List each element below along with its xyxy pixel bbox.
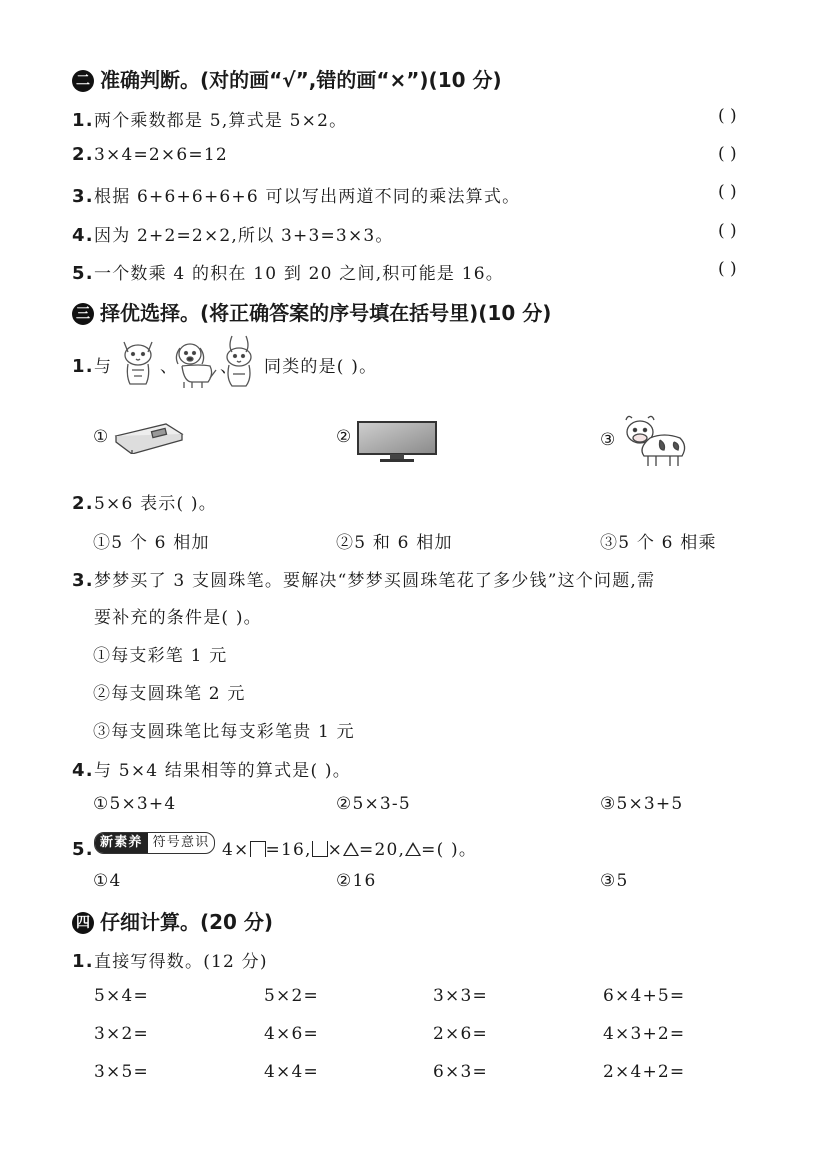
- literacy-tag: [94, 832, 215, 854]
- item-text: 两个乘数都是 5,算式是 5×2。: [94, 111, 348, 131]
- choice-q5: [72, 832, 477, 860]
- calc-cell[interactable]: 3×5=: [94, 1062, 149, 1082]
- option-q5-b[interactable]: ②16: [336, 871, 377, 891]
- section-4-header: [72, 906, 273, 935]
- section-3-title: 择优选择。(将正确答案的序号填在括号里)(10 分): [100, 301, 552, 325]
- answer-paren-5[interactable]: ( ): [718, 259, 737, 279]
- choice-q3-line1: [72, 566, 655, 591]
- option-q3-a[interactable]: ①每支彩笔 1 元: [93, 646, 228, 666]
- item-number: 1.: [72, 951, 94, 972]
- pencil-case-icon: [112, 420, 184, 454]
- calc-cell[interactable]: 2×4+2=: [603, 1062, 686, 1082]
- item-number: 1.: [72, 356, 94, 377]
- triangle-symbol: [405, 842, 421, 856]
- calc-cell[interactable]: 3×3=: [433, 986, 488, 1006]
- expr-part: =( )。: [421, 840, 478, 860]
- expr-part: =20,: [359, 840, 406, 860]
- option-q4-a[interactable]: ①5×3+4: [93, 794, 177, 814]
- open-square-symbol: [250, 841, 266, 857]
- section-2-title: 准确判断。(对的画“√”,错的画“×”)(10 分): [100, 68, 502, 92]
- item-text: 3×4=2×6=12: [94, 145, 228, 165]
- judge-item-1: [72, 106, 347, 131]
- tag-symbol-sense: 符号意识: [152, 835, 210, 850]
- square-symbol: [312, 841, 328, 857]
- calc-cell[interactable]: 6×3=: [433, 1062, 488, 1082]
- item-number: 2.: [72, 144, 94, 165]
- item-number: 2.: [72, 493, 94, 514]
- judge-item-2: [72, 144, 228, 165]
- answer-paren-3[interactable]: ( ): [718, 182, 737, 202]
- choice-q1-prefix: [72, 352, 112, 377]
- section-3-bullet: 三: [72, 303, 94, 325]
- item-text: 根据 6+6+6+6+6 可以写出两道不同的乘法算式。: [94, 187, 521, 207]
- option-q4-b[interactable]: ②5×3-5: [336, 794, 411, 814]
- section-3-header: [72, 297, 551, 326]
- choice-q2: [72, 489, 217, 514]
- calc-cell[interactable]: 3×2=: [94, 1024, 149, 1044]
- item-number: 4.: [72, 760, 94, 781]
- option-q2-c[interactable]: ③5 个 6 相乘: [600, 533, 717, 553]
- cow-icon: [620, 412, 690, 470]
- judge-item-3: [72, 182, 520, 207]
- item-number: 1.: [72, 110, 94, 131]
- item-number: 3.: [72, 186, 94, 207]
- calc-cell[interactable]: 5×2=: [264, 986, 319, 1006]
- answer-paren-2[interactable]: ( ): [718, 144, 737, 164]
- calc-cell[interactable]: 2×6=: [433, 1024, 488, 1044]
- section-2-header: [72, 64, 502, 93]
- calc-cell[interactable]: 5×4=: [94, 986, 149, 1006]
- calc-cell[interactable]: 4×3+2=: [603, 1024, 686, 1044]
- answer-paren-1[interactable]: ( ): [718, 106, 737, 126]
- rabbit-icon: [216, 332, 262, 390]
- dog-icon: [170, 338, 220, 390]
- option-q2-a[interactable]: ①5 个 6 相加: [93, 533, 210, 553]
- calc-cell[interactable]: 4×6=: [264, 1024, 319, 1044]
- section-4-bullet: 四: [72, 912, 94, 934]
- triangle-symbol: [343, 842, 359, 856]
- option-q3-b[interactable]: ②每支圆珠笔 2 元: [93, 684, 246, 704]
- item-number: 3.: [72, 570, 94, 591]
- tag-new-literacy: 新素养: [95, 833, 148, 853]
- expr-part: ×: [327, 840, 344, 860]
- item-text: 直接写得数。(12 分): [94, 952, 268, 972]
- item-text: 5×6 表示( )。: [94, 494, 217, 514]
- item-text: 与 5×4 结果相等的算式是( )。: [94, 761, 351, 781]
- item-number: 5.: [72, 839, 94, 860]
- expr-part: =16,: [265, 840, 312, 860]
- item-number: 4.: [72, 225, 94, 246]
- tv-icon: [356, 420, 438, 464]
- item-text: 梦梦买了 3 支圆珠笔。要解决“梦梦买圆珠笔花了多少钱”这个问题,需: [94, 571, 656, 591]
- option-q2-b[interactable]: ②5 和 6 相加: [336, 533, 453, 553]
- calc-q1: [72, 947, 268, 972]
- option-q1-a-mark[interactable]: ①: [93, 427, 110, 447]
- calc-cell[interactable]: 6×4+5=: [603, 986, 686, 1006]
- judge-item-5: [72, 259, 504, 284]
- choice-q3-line2: 要补充的条件是( )。: [94, 608, 262, 628]
- sep-2: 、: [220, 357, 239, 377]
- option-q1-b-mark[interactable]: ②: [336, 427, 353, 447]
- choice-q1-suffix: 同类的是( )。: [264, 357, 378, 377]
- item-text: 因为 2+2=2×2,所以 3+3=3×3。: [94, 226, 394, 246]
- expr-part: 4×: [222, 840, 250, 860]
- sep-1: 、: [160, 357, 179, 377]
- option-q5-c[interactable]: ③5: [600, 871, 629, 891]
- cat-icon: [116, 336, 160, 388]
- option-q1-c-mark[interactable]: ③: [600, 430, 617, 450]
- option-q3-c[interactable]: ③每支圆珠笔比每支彩笔贵 1 元: [93, 722, 355, 742]
- option-q4-c[interactable]: ③5×3+5: [600, 794, 684, 814]
- calc-cell[interactable]: 4×4=: [264, 1062, 319, 1082]
- answer-paren-4[interactable]: ( ): [718, 221, 737, 241]
- judge-item-4: [72, 221, 394, 246]
- choice-q4: [72, 756, 351, 781]
- section-2-bullet: 二: [72, 70, 94, 92]
- option-q5-a[interactable]: ①4: [93, 871, 122, 891]
- item-text: 一个数乘 4 的积在 10 到 20 之间,积可能是 16。: [94, 264, 504, 284]
- item-text: 与: [94, 357, 113, 377]
- item-number: 5.: [72, 263, 94, 284]
- section-4-title: 仔细计算。(20 分): [100, 910, 274, 934]
